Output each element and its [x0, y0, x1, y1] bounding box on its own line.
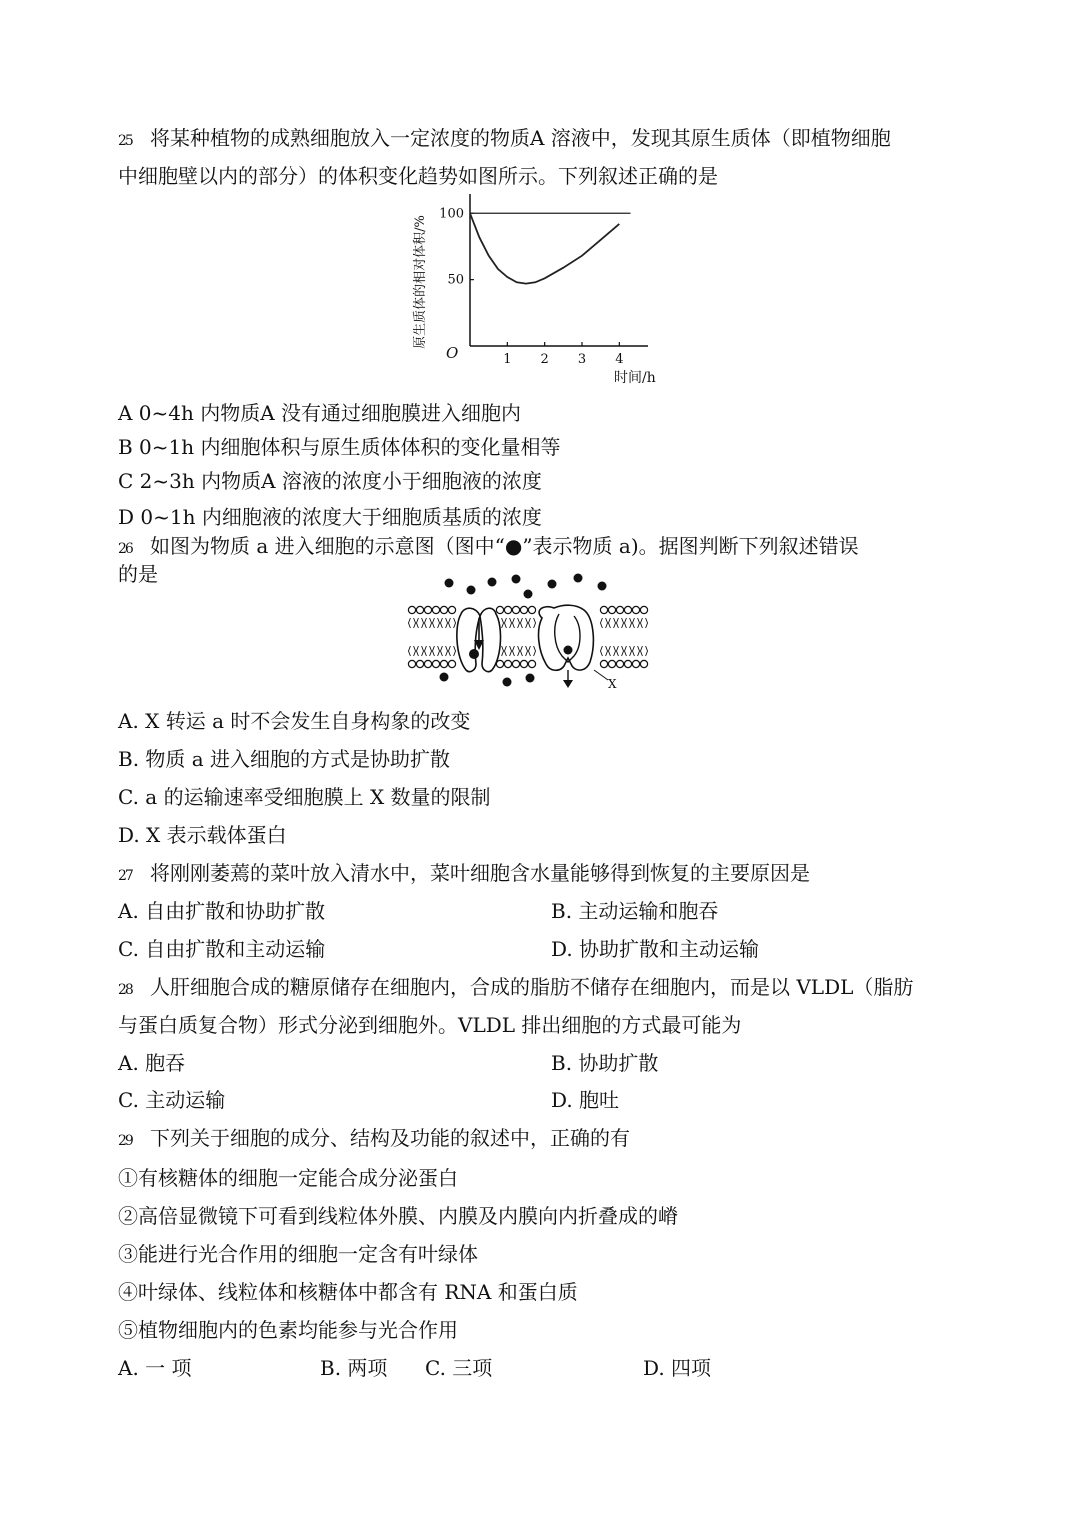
particle-a [467, 586, 476, 595]
phospholipid-tail [454, 618, 456, 628]
particle-a [598, 582, 607, 591]
phospholipid-tail [408, 618, 410, 628]
phospholipid-head [512, 660, 519, 667]
q29-option-a: A. 一 项 [118, 1356, 192, 1380]
phospholipid-head [408, 606, 415, 613]
q26-option-c: C. a 的运输速率受细胞膜上 X 数量的限制 [118, 785, 491, 809]
q27-option-d: D. 协助扩散和主动运输 [551, 937, 760, 961]
q26-option-b: B. 物质 a 进入细胞的方式是协助扩散 [118, 747, 451, 771]
particle-a [574, 574, 583, 583]
phospholipid-head [632, 606, 639, 613]
phospholipid-head [432, 660, 439, 667]
q28-stem-line1: 28 人肝细胞合成的糖原储存在细胞内，合成的脂肪不储存在细胞内，而是以 VLDL（脂肪 [118, 974, 913, 1003]
phospholipid-tail [502, 618, 504, 628]
phospholipid-tail [454, 646, 456, 656]
phospholipid-tail [518, 646, 520, 656]
q25-option-b: B 0~1h 内细胞体积与原生质体体积的变化量相等 [118, 435, 561, 459]
q29-statement-2: ②高倍显微镜下可看到线粒体外膜、内膜及内膜向内折叠成的嵴 [118, 1204, 678, 1228]
phospholipid-tail [528, 618, 530, 628]
chart-origin-label: O [446, 344, 459, 362]
phospholipid-tail [422, 646, 424, 656]
phospholipid-head [512, 606, 519, 613]
phospholipid-tail [440, 646, 442, 656]
phospholipid-tail [414, 646, 416, 656]
phospholipid-tail [638, 618, 640, 628]
phospholipid-tail [446, 618, 448, 628]
phospholipid-head [448, 660, 455, 667]
phospholipid-tail [438, 646, 440, 656]
q28-option-a: A. 胞吞 [118, 1051, 186, 1075]
q29-statement-3: ③能进行光合作用的细胞一定含有叶绿体 [118, 1242, 478, 1266]
phospholipid-head [424, 660, 431, 667]
phospholipid-tail [424, 646, 426, 656]
phospholipid-head [504, 660, 511, 667]
phospholipid-head [416, 606, 423, 613]
phospholipid-tail [512, 646, 514, 656]
phospholipid-head [448, 606, 455, 613]
q28-stem-line2: 与蛋白质复合物）形式分泌到细胞外。VLDL 排出细胞的方式最可能为 [118, 1013, 742, 1037]
phospholipid-tail [630, 646, 632, 656]
phospholipid-tail [504, 646, 506, 656]
phospholipid-head [424, 606, 431, 613]
phospholipid-tail [646, 618, 648, 628]
phospholipid-head [528, 660, 535, 667]
phospholipid-tail [408, 646, 410, 656]
phospholipid-tail [534, 646, 536, 656]
q25-option-d: D 0~1h 内细胞液的浓度大于细胞质基质的浓度 [118, 505, 542, 529]
q29-statement-4: ④叶绿体、线粒体和核糖体中都含有 RNA 和蛋白质 [118, 1280, 578, 1304]
phospholipid-head [616, 606, 623, 613]
phospholipid-tail [632, 618, 634, 628]
phospholipid-tail [520, 646, 522, 656]
q25-number: 25 [118, 133, 132, 149]
q25-stem-line1: 25 将某种植物的成熟细胞放入一定浓度的物质A 溶液中，发现其原生质体（即植物细胞 [118, 125, 891, 154]
phospholipid-head [640, 660, 647, 667]
phospholipid-tail [526, 646, 528, 656]
q28-option-b: B. 协助扩散 [551, 1051, 659, 1075]
phospholipid-tail [622, 618, 624, 628]
phospholipid-tail [614, 618, 616, 628]
phospholipid-head [600, 606, 607, 613]
phospholipid-tail [518, 618, 520, 628]
outside-particles [445, 574, 607, 599]
phospholipid-tail [416, 618, 418, 628]
phospholipid-tail [606, 646, 608, 656]
q27-option-b: B. 主动运输和胞吞 [551, 899, 719, 923]
phospholipid-tail [630, 618, 632, 628]
particle-a [445, 579, 454, 588]
phospholipid-tail [638, 646, 640, 656]
q29-number: 29 [118, 1133, 132, 1149]
phospholipid-tail [414, 618, 416, 628]
phospholipid-tail [424, 618, 426, 628]
particle-a [503, 678, 512, 687]
phospholipid-tail [438, 618, 440, 628]
phospholipid-tail [600, 646, 602, 656]
phospholipid-tail [502, 646, 504, 656]
q27-option-a: A. 自由扩散和协助扩散 [118, 899, 326, 923]
q28-number: 28 [118, 982, 132, 998]
particle-a [548, 580, 557, 589]
phospholipid-tail [510, 618, 512, 628]
phospholipid-tail [512, 618, 514, 628]
phospholipid-tail [640, 646, 642, 656]
phospholipid-head [520, 660, 527, 667]
phospholipid-tail [624, 646, 626, 656]
phospholipid-tail [608, 646, 610, 656]
phospholipid-tail [622, 646, 624, 656]
phospholipid-tail [504, 618, 506, 628]
q27-stem: 27 将刚刚萎蔫的菜叶放入清水中，菜叶细胞含水量能够得到恢复的主要原因是 [118, 860, 810, 889]
phospholipid-head [440, 606, 447, 613]
phospholipid-tail [606, 618, 608, 628]
phospholipid-tail [608, 618, 610, 628]
q25-chart [408, 192, 678, 388]
q29-stem: 29 下列关于细胞的成分、结构及功能的叙述中，正确的有 [118, 1125, 630, 1154]
phospholipid-tail [646, 646, 648, 656]
phospholipid-tail [528, 646, 530, 656]
phospholipid-head [608, 660, 615, 667]
phospholipid-head [528, 606, 535, 613]
chart-series-line [470, 213, 619, 283]
particle-a [526, 674, 535, 683]
phospholipid-tail [430, 618, 432, 628]
q26-option-d: D. X 表示载体蛋白 [118, 823, 287, 847]
q26-stem-line1: 26 如图为物质 a 进入细胞的示意图（图中“●”表示物质 a)。据图判断下列叙述错误 [118, 533, 859, 562]
phospholipid-head [504, 606, 511, 613]
phospholipid-head [624, 606, 631, 613]
chart-xlabel: 时间/h [614, 370, 656, 386]
q26-stem-line2: 的是 [118, 562, 158, 586]
phospholipid-tail [440, 618, 442, 628]
phospholipid-tail [510, 646, 512, 656]
q26-membrane-diagram [404, 566, 654, 694]
phospholipid-tail [614, 646, 616, 656]
phospholipid-tail [416, 646, 418, 656]
phospholipid-tail [616, 618, 618, 628]
q25-stem-line2: 中细胞壁以内的部分）的体积变化趋势如图所示。下列叙述正确的是 [118, 164, 718, 188]
phospholipid-tail [432, 646, 434, 656]
phospholipid-head [496, 606, 503, 613]
carrier-protein-x [539, 605, 608, 688]
q29-option-d: D. 四项 [643, 1356, 712, 1380]
phospholipid-tail [526, 618, 528, 628]
phospholipid-tail [534, 618, 536, 628]
q25-option-a: A 0~4h 内物质A 没有通过细胞膜进入细胞内 [118, 401, 522, 425]
phospholipid-head [624, 660, 631, 667]
phospholipid-tails [408, 618, 647, 656]
phospholipid-tail [616, 646, 618, 656]
q29-option-b: B. 两项 [320, 1356, 388, 1380]
phospholipid-tail [448, 646, 450, 656]
chart-x-tick-label: 1 [503, 352, 512, 367]
phospholipid-tail [520, 618, 522, 628]
chart-x-tick-label: 2 [540, 352, 549, 367]
q26-number: 26 [118, 541, 132, 557]
phospholipid-head [520, 606, 527, 613]
phospholipid-tail [640, 618, 642, 628]
q27-number: 27 [118, 868, 132, 884]
phospholipid-head [632, 660, 639, 667]
particle-a [512, 575, 521, 584]
phospholipid-tail [422, 618, 424, 628]
q28-option-c: C. 主动运输 [118, 1088, 226, 1112]
chart-x-tick-label: 4 [615, 352, 624, 367]
phospholipid-tail [430, 646, 432, 656]
particle-a [440, 673, 449, 682]
carrier-label-x: X [608, 677, 617, 691]
particle-a [488, 578, 497, 587]
phospholipid-tail [624, 618, 626, 628]
phospholipid-tail [446, 646, 448, 656]
particle-a [524, 590, 533, 599]
phospholipid-head [432, 606, 439, 613]
phospholipid-tail [600, 618, 602, 628]
inside-particles [440, 673, 535, 687]
phospholipid-head [616, 660, 623, 667]
phospholipid-tail [432, 618, 434, 628]
phospholipid-head [640, 606, 647, 613]
phospholipid-tail [448, 618, 450, 628]
phospholipid-head [600, 660, 607, 667]
q25-option-c: C 2~3h 内物质A 溶液的浓度小于细胞液的浓度 [118, 469, 542, 493]
q26-option-a: A. X 转运 a 时不会发生自身构象的改变 [118, 709, 471, 733]
chart-ylabel: 原生质体的相对体积/% [413, 215, 428, 349]
q27-option-c: C. 自由扩散和主动运输 [118, 937, 326, 961]
q29-statement-1: ①有核糖体的细胞一定能合成分泌蛋白 [118, 1166, 458, 1190]
q28-option-d: D. 胞吐 [551, 1088, 620, 1112]
channel-protein [457, 608, 501, 671]
phospholipid-heads [408, 606, 647, 667]
phospholipid-head [408, 660, 415, 667]
chart-y-tick-label: 50 [447, 272, 464, 288]
phospholipid-head [608, 606, 615, 613]
phospholipid-head [440, 660, 447, 667]
phospholipid-tail [632, 646, 634, 656]
q29-statement-5: ⑤植物细胞内的色素均能参与光合作用 [118, 1318, 458, 1342]
chart-x-tick-label: 3 [577, 352, 587, 367]
phospholipid-head [416, 660, 423, 667]
q29-option-c: C. 三项 [425, 1356, 493, 1380]
chart-y-tick-label: 100 [439, 206, 464, 222]
